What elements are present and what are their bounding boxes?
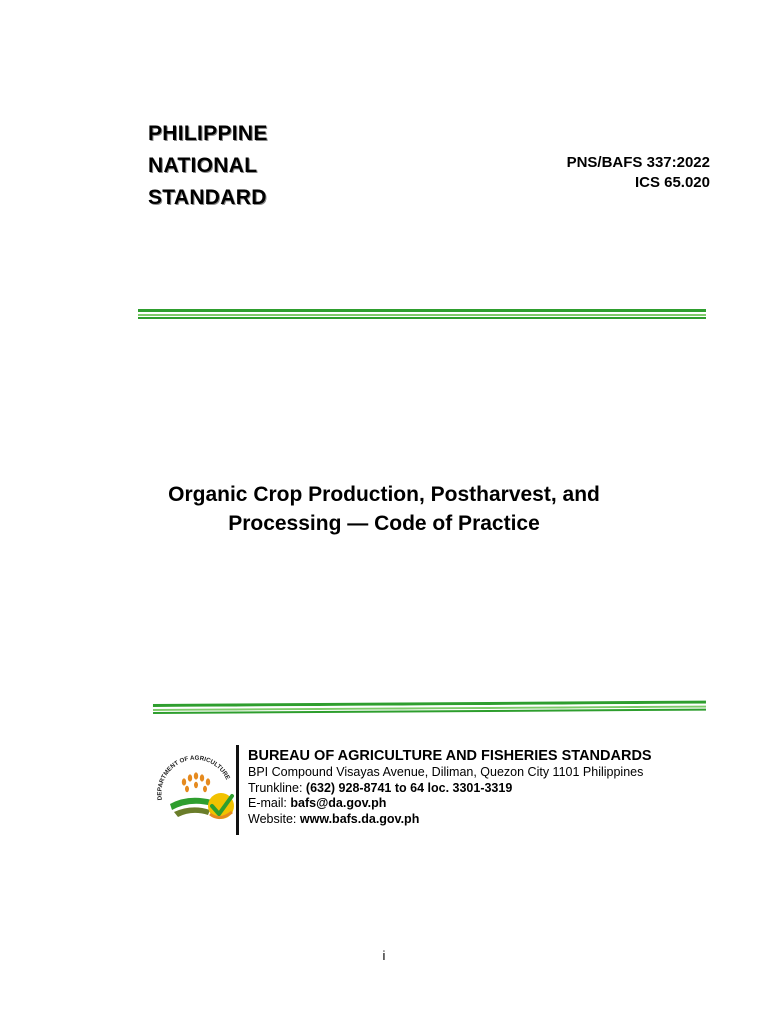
philippine-national-standard-heading xyxy=(148,118,268,214)
website-label: Website: xyxy=(248,811,300,826)
seal-arc-text: DEPARTMENT OF AGRICULTURE xyxy=(156,754,232,801)
heading-line-2: NATIONAL xyxy=(148,154,258,177)
logo-divider xyxy=(236,745,239,835)
bureau-website xyxy=(248,812,652,828)
ics-code: ICS 65.020 xyxy=(634,174,710,191)
trunkline-label: Trunkline: xyxy=(248,780,306,795)
bureau-email xyxy=(248,796,652,812)
email-label: E-mail: xyxy=(248,796,291,810)
bureau-trunkline xyxy=(248,781,652,797)
standard-code-block xyxy=(567,153,710,193)
bureau-contact-block xyxy=(248,748,652,827)
bureau-address: BPI Compound Visayas Avenue, Diliman, Quezon City 1101 Philippines xyxy=(248,765,644,779)
top-green-rule xyxy=(138,309,706,319)
standard-code: PNS/BAFS 337:2022 xyxy=(566,154,710,171)
document-title xyxy=(90,480,678,538)
heading-line-1: PHILIPPINE xyxy=(148,122,268,145)
email-link[interactable]: bafs@da.gov.ph xyxy=(290,796,387,810)
document-title-line-2: Processing — Code of Practice xyxy=(228,512,540,535)
trunkline-value: (632) 928-8741 to 64 loc. 3301-3319 xyxy=(305,780,513,795)
document-title-line-1: Organic Crop Production, Postharvest, and xyxy=(168,483,600,506)
bottom-green-rule xyxy=(153,701,706,714)
department-of-agriculture-seal-icon xyxy=(154,748,240,826)
website-link[interactable]: www.bafs.da.gov.ph xyxy=(299,811,420,826)
heading-line-3: STANDARD xyxy=(148,186,267,209)
page-number: i xyxy=(382,948,386,963)
bureau-name: BUREAU OF AGRICULTURE AND FISHERIES STANDARDS xyxy=(248,748,652,764)
